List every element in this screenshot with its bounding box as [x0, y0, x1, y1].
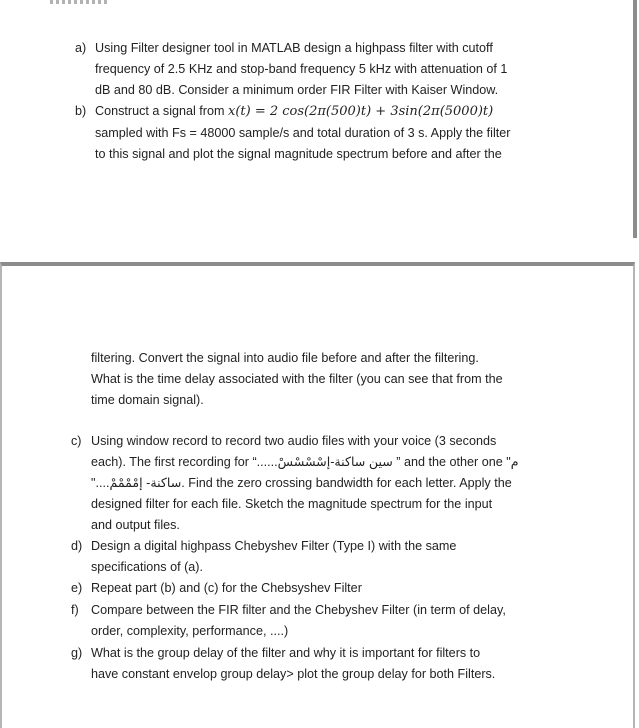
question-c-line-1: Using window record to record two audio files with your voice (3 seconds	[91, 434, 497, 448]
question-f-label: f)	[71, 603, 79, 617]
cropped-header-fragment	[50, 0, 110, 4]
question-b-cont-line-2: What is the time delay associated with the filter (you can see that from the	[91, 372, 503, 386]
question-d-line-1: Design a digital highpass Chebyshev Filter (Type I) with the same	[91, 539, 457, 553]
question-c-line-3	[91, 473, 512, 495]
document-page-2	[0, 262, 635, 728]
question-c-line-2-mid: ” and the other one	[392, 455, 507, 469]
question-e-label: e)	[71, 581, 83, 595]
question-g-line-2: have constant envelop group delay> plot the group delay for both Filters.	[91, 667, 496, 681]
question-g-label: g)	[71, 646, 83, 660]
arabic-mim-word: ساكنة- إمْمْمْمْ	[109, 476, 182, 490]
signal-formula: x(t) = 2 cos(2π(500)t) + 3sin(2π(5000)t)	[228, 104, 494, 119]
question-d-line-2: specifications of (a).	[91, 560, 203, 574]
question-b-line-1	[95, 101, 493, 123]
question-f-line-1: Compare between the FIR filter and the Chebyshev Filter (in term of delay,	[91, 603, 506, 617]
page-gap	[0, 238, 639, 262]
question-d-label: d)	[71, 539, 83, 553]
question-c-line-2-start: each). The first recording for “......	[91, 455, 278, 469]
question-f-line-2: order, complexity, performance, ....)	[91, 624, 289, 638]
question-g-line-1: What is the group delay of the filter and why it is important for filters to	[91, 646, 481, 660]
question-a-line-3: dB and 80 dB. Consider a minimum order FIR Filter with Kaiser Window.	[95, 83, 499, 97]
question-c-line-4: designed filter for each file. Sketch the magnitude spectrum for the input	[91, 497, 493, 511]
question-b-line-3: to this signal and plot the signal magnitude spectrum before and after the	[95, 147, 502, 161]
question-b-prefix: Construct a signal from	[95, 104, 228, 118]
question-e-line-1: Repeat part (b) and (c) for the Chebsyshev Filter	[91, 581, 362, 595]
question-a-line-1: Using Filter designer tool in MATLAB design a highpass filter with cutoff	[95, 41, 493, 55]
question-c-line-3-rest: . Find the zero crossing bandwidth for each letter. Apply the	[181, 476, 512, 490]
question-c-line-5: and output files.	[91, 518, 180, 532]
question-a-line-2: frequency of 2.5 KHz and stop-band frequency 5 kHz with attenuation of 1	[95, 62, 508, 76]
question-a-label: a)	[75, 41, 87, 55]
question-b-cont-line-1: filtering. Convert the signal into audio file before and after the filtering.	[91, 351, 479, 365]
question-c-line-3-quote: "....	[91, 476, 110, 490]
question-b-cont-line-3: time domain signal).	[91, 393, 204, 407]
arabic-sin-word: سين ساكنة-إسْسْسْسْ	[277, 455, 393, 469]
arabic-mim-start: م"	[506, 455, 519, 469]
question-b-label: b)	[75, 104, 87, 118]
question-b-line-2: sampled with Fs = 48000 sample/s and total duration of 3 s. Apply the filter	[95, 126, 511, 140]
document-page-1	[0, 0, 637, 238]
question-c-line-2	[91, 452, 519, 474]
question-c-label: c)	[71, 434, 82, 448]
